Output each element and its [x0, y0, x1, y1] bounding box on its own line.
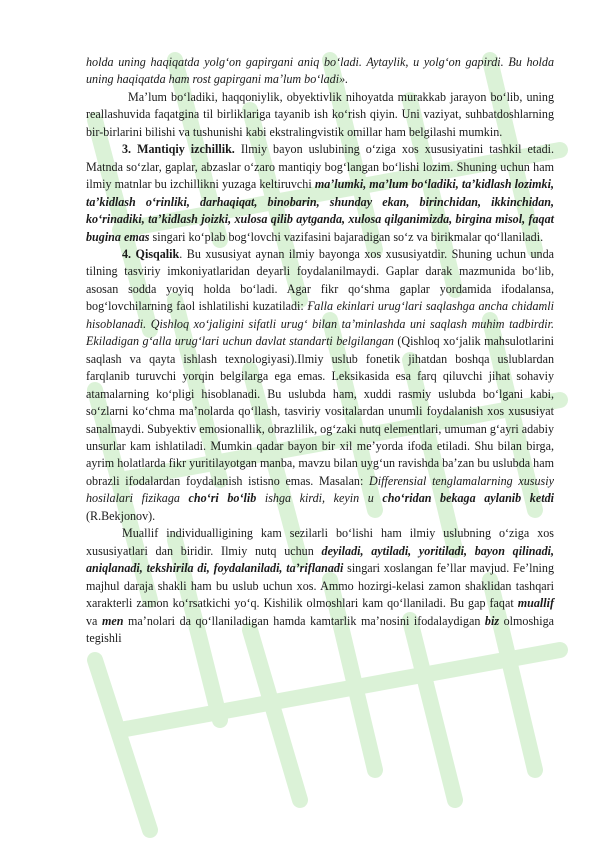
- quote-continuation: holda uning haqiqatda yolg‘on gapirgani aniq bo‘ladi. Aytaylik, u yolg‘on gapirdi. Bu holda uning haqiqatda ham rost gapirgani ma’lum bo‘ladi».: [86, 55, 554, 87]
- example-quote-2: Differensial tenglamalarning xususiy hosilalari fizikaga: [86, 473, 554, 506]
- paragraph-4-text-3: (R.Bekjonov).: [86, 508, 156, 523]
- word-muallif: muallif: [517, 596, 554, 611]
- verbs-list: deyiladi, aytiladi, yoritiladi, bayon qilinadi, aniqlanadi, tekshirila di, foydalaniladi, ta’riflanadi: [86, 543, 555, 576]
- paragraph-5-text-5: olmoshiga tegishli: [86, 613, 554, 645]
- paragraph-4-text-2: (Qishloq xo‘jalik mahsulotlarini saqlash va qayta ishlash texnologiyasi).Ilmiy uslub fonetik jihatdan boshqa uslublardan farqlanib turuvchi yorqin belgilarga ega emas. Leksikasida esa farq qiluvchi jihat sohaviy atamalarning ko‘pligi hisoblanadi. Bu uslubda ham, xuddi rasmiy uslubda bo‘lgani kabi, so‘zlarni ko‘chma ma’nolarda qo‘llash, tasviriy vositalardan unumli foydalanish xos xususiyat sanalmaydi. Subyektiv emosionallik, obrazlilik, og‘zaki nutq elementlari, umuman g‘ayri adabiy unsurlar kam ishlatiladi. Mumkin qadar bayon bir xil me’yorda ifoda etiladi. Shu bilan birga, ayrim holatlarda fikr yuritilayotgan manba, mavzu bilan uyg‘un ravishda ba’zan bu uslubda ham obrazli ifodalardan foydalanish istisno emas. Masalan:: [86, 334, 554, 488]
- paragraph-2: Ma’lum bo‘ladiki, haqqoniylik, obyektivlik nihoyatda murakkab jarayon bo‘lib, uning reallashuvida faqatgina til birliklariga tayanib ish ko‘rish qiyin. Uni vaziyat, suhbatdoshlarning bir-birlarini bilishi va tushunishi kabi ekstralingvistik omillar ham belgilashi mumkin.: [86, 89, 554, 139]
- paragraph-5-text-4: ma’nolari da qo‘llaniladigan hamda kamtarlik ma’nosini ifodalaydigan: [123, 613, 485, 628]
- paragraph-5-text-3: va: [86, 613, 102, 628]
- paragraph-5-text-1: Muallif individualligining kam sezilarli bo‘lishi ham ilmiy uslubning o‘ziga xos xususiyatlari dan biridir. Ilmiy nutq uchun: [86, 526, 554, 558]
- document-page: [86, 54, 554, 647]
- example-bold-2: cho‘ridan bekaga aylanib ketdi: [382, 491, 554, 506]
- word-men: men: [101, 613, 124, 628]
- section-heading-3: 3. Mantiqiy izchillik.: [122, 142, 235, 157]
- example-bold-1: cho‘ri bo‘lib: [188, 491, 257, 506]
- paragraph-1: [86, 54, 554, 89]
- paragraph-3-text-1: Ilmiy bayon uslubining o‘ziga xos xususiyatini tashkil etadi. Matnda so‘zlar, gaplar, abzaslar o‘zaro mantiqiy bog‘langan bo‘lishi lozim. Shuning uchun ham ilmiy matnlar bu izchillikni yuzaga keltiruvchi: [86, 142, 554, 192]
- example-quote-1: Ғalla ekinlari urug‘lari saqlashga ancha chidamli hisoblanadi. Qishloq xo‘jaligini sifatli urug‘ bilan ta’minlashda uni saqlash muhim tadbirdir. Ekiladigan g‘alla urug‘lari uchun davlat standarti belgilangan: [86, 299, 554, 349]
- paragraph-5: [86, 525, 554, 647]
- example-quote-3: ishga kirdi, keyin u: [256, 491, 383, 506]
- paragraph-3: [86, 141, 554, 246]
- paragraph-3-text-2: singari ko‘plab bog‘lovchi vazifasini bajaradigan so‘z va birikmalar qo‘llaniladi.: [149, 229, 544, 244]
- connector-words: ma’lumki, ma’lum bo‘ladiki, ta’kidlash lozimki, ta’kidlash o‘rinliki, darhaqiqat, binobarin, shunday ekan, birinchidan, ikkinchidan, ko‘rinadiki, ta’kidlash joizki, xulosa qilib aytganda, xulosa qilganimizda, birgina misol, faqat bugina emas: [86, 177, 554, 244]
- paragraph-5-text-2: singari xoslangan fe’llar mavjud. Fe’lning majhul daraja shakli ham bu uslub uchun xos. Ammo hozirgi-kelasi zamon shaklidan tashqari xarakterli zamon ko‘rsatkichi yo‘q. Kishilik olmoshlari kam qo‘llaniladi. Bu gap faqat: [86, 561, 554, 611]
- paragraph-4-text-1: . Bu xususiyat aynan ilmiy bayonga xos xususiyatdir. Shuning uchun unda tilning tasviriy imkoniyatlaridan deyarli foydalanilmaydi. Gaplar darak mazmunida bo‘lib, asosan sodda yoyiq holda bo‘ladi. Agar fikr qo‘shma gaplar yordamida ifodalansa, bog‘lovchilarning faol ishlatilishi kuzatiladi:: [86, 246, 554, 314]
- word-biz: biz: [484, 613, 500, 628]
- paragraph-4: [86, 246, 554, 525]
- section-heading-4: 4. Qisqalik: [122, 246, 180, 261]
